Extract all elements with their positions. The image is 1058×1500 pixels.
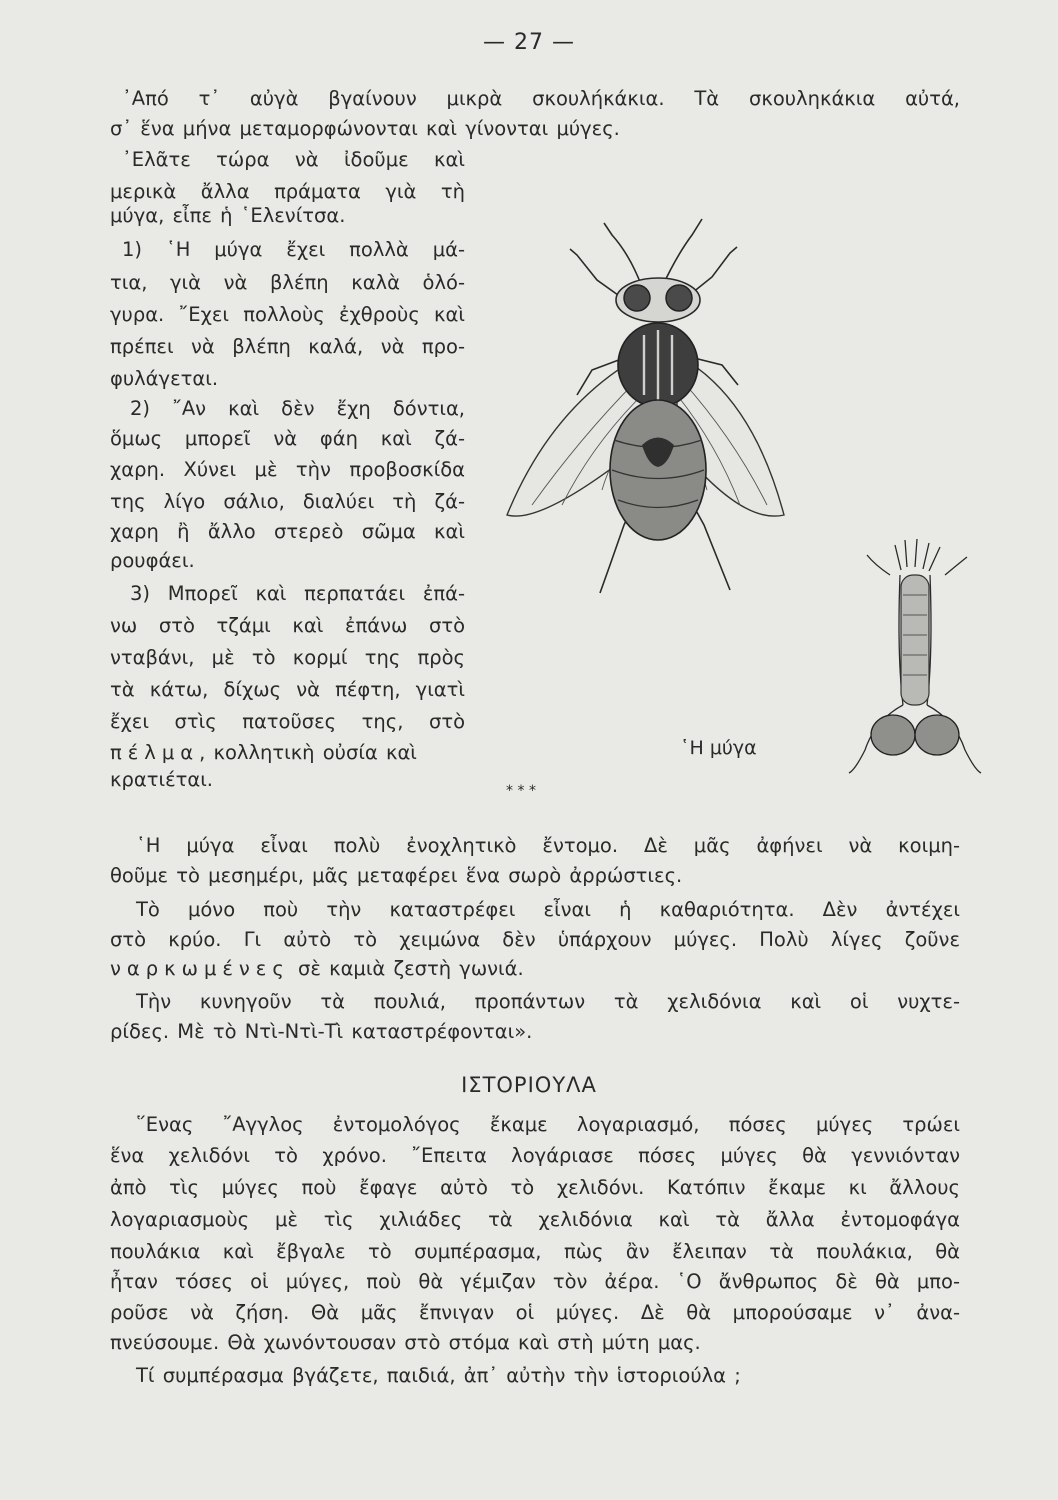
story-line-3: ἀπὸ τὶς μύγες ποὺ ἔφαγε αὐτὸ τὸ χελιδόνι. Κατόπιν ἔκαμε κι ἄλλους bbox=[110, 1176, 960, 1199]
column-line-20 bbox=[110, 740, 465, 766]
story-heading: ΙΣΤΟΡΙΟΥΛΑ bbox=[461, 1073, 597, 1097]
column-line-6: γυρα. ῎Εχει πολλοὺς ἐχθροὺς καὶ bbox=[110, 303, 465, 326]
spaced-word-narkomenes: ναρκωμένες bbox=[110, 957, 290, 980]
story-line-1: ῞Ενας ῎Αγγλος ἐντομολόγος ἔκαμε λογαριασμό, πόσες μύγες τρώει bbox=[136, 1113, 960, 1136]
fly-antenna-left bbox=[604, 223, 642, 287]
column-line-17: νταβάνι, μὲ τὸ κορμί της πρὸς bbox=[110, 646, 465, 669]
column-line-2: μερικὰ ἄλλα πράματα γιὰ τὴ bbox=[110, 180, 465, 203]
story-line-9: Τί συμπέρασμα βγάζετε, παιδιά, ἀπ᾿ αὐτὴν τὴν ἱστοριούλα ; bbox=[136, 1364, 741, 1387]
fly-eye-left bbox=[624, 285, 650, 311]
intro-line-2: σ᾿ ἕνα μήνα μεταμορφώνονται καὶ γίνονται μύγες. bbox=[110, 117, 620, 140]
fly-foot-illustration bbox=[845, 535, 985, 775]
column-line-8: φυλάγεται. bbox=[110, 367, 219, 390]
body-line-6: Τὴν κυνηγοῦν τὰ πουλιά, προπάντων τὰ χελιδόνια καὶ οἱ νυχτε- bbox=[136, 990, 960, 1013]
column-line-18: τὰ κάτω, δίχως νὰ πέφτη, γιατὶ bbox=[110, 678, 465, 701]
story-line-6: ἦταν τόσες οἱ μύγες, ποὺ θὰ γέμιζαν τὸν ἀέρα. ῾Ο ἄνθρωπος δὲ θὰ μπο- bbox=[110, 1270, 960, 1293]
column-line-5: τια, γιὰ νὰ βλέπη καλὰ ὁλό- bbox=[110, 271, 465, 294]
column-line-3: μύγα, εἶπε ἡ ῾Ελενίτσα. bbox=[110, 204, 346, 227]
separator-asterisks: * * * bbox=[506, 783, 536, 799]
column-line-10: ὅμως μπορεῖ νὰ φάη καὶ ζά- bbox=[110, 427, 465, 450]
story-line-2: ἕνα χελιδόνι τὸ χρόνο. ῎Επειτα λογάριασε πόσες μύγες θὰ γεννιόνταν bbox=[110, 1144, 960, 1167]
column-line-13: χαρη ἢ ἄλλο στερεὸ σῶμα καὶ bbox=[110, 520, 465, 543]
column-line-16: νω στὸ τζάμι καὶ ἐπάνω στὸ bbox=[110, 614, 465, 637]
column-line-20-rest: , κολλητικὴ οὐσία καὶ bbox=[199, 741, 417, 764]
body-line-2: θοῦμε τὸ μεσημέρι, μᾶς μεταφέρει ἕνα σωρὸ ἀρρώστιες. bbox=[110, 864, 683, 887]
story-line-4: λογαριασμοὺς μὲ τὶς χιλιάδες τὰ χελιδόνια καὶ τὰ ἄλλα ἐντομοφάγα bbox=[110, 1208, 960, 1231]
column-line-21: κρατιέται. bbox=[110, 768, 213, 791]
column-line-15: 3) Μπορεῖ καὶ περπατάει ἐπά- bbox=[130, 582, 465, 605]
fly-illustration bbox=[492, 205, 792, 605]
column-line-9: 2) ῎Αν καὶ δὲν ἔχη δόντια, bbox=[130, 397, 465, 420]
body-line-7: ρίδες. Μὲ τὸ Ντὶ-Ντὶ-Τὶ καταστρέφονται». bbox=[110, 1020, 533, 1043]
column-line-7: πρέπει νὰ βλέπη καλά, νὰ προ- bbox=[110, 335, 465, 358]
intro-line-1: ᾿Από τ᾿ αὐγὰ βγαίνουν μικρὰ σκουλήκάκια. Τὰ σκουληκάκια αὐτά, bbox=[122, 87, 960, 110]
story-line-5: πουλάκια καὶ ἔβγαλε τὸ συμπέρασμα, πὼς ἂν ἔλειπαν τὰ πουλάκια, θὰ bbox=[110, 1240, 960, 1263]
body-line-4: στὸ κρύο. Γι αὐτὸ τὸ χειμώνα δὲν ὑπάρχουν μύγες. Πολὺ λίγες ζοῦνε bbox=[110, 928, 960, 951]
body-line-3: Τὸ μόνο ποὺ τὴν καταστρέφει εἶναι ἡ καθαριότητα. Δὲν ἀντέχει bbox=[136, 898, 960, 921]
body-line-5 bbox=[110, 956, 960, 982]
column-line-4: 1) ῾Η μύγα ἔχει πολλὰ μά- bbox=[122, 238, 465, 261]
column-line-1: ᾿Ελᾶτε τώρα νὰ ἰδοῦμε καὶ bbox=[122, 148, 465, 171]
column-line-14: ρουφάει. bbox=[110, 549, 195, 572]
figure-caption: ῾Η μύγα bbox=[680, 737, 757, 759]
spaced-word-pelma: πέλμα bbox=[110, 741, 200, 764]
column-line-19: ἔχει στὶς πατοῦσες της, στὸ bbox=[110, 710, 465, 733]
fly-antenna-right bbox=[662, 219, 702, 287]
story-line-7: ροῦσε νὰ ζήση. Θὰ μᾶς ἔπνιγαν οἱ μύγες. Δὲ θὰ μπορούσαμε ν᾿ ἀνα- bbox=[110, 1301, 960, 1324]
fly-abdomen bbox=[610, 400, 706, 540]
story-line-8: πνεύσουμε. Θὰ χωνόντουσαν στὸ στόμα καὶ στὴ μύτη μας. bbox=[110, 1331, 701, 1354]
column-line-12: της λίγο σάλιο, διαλύει τὴ ζά- bbox=[110, 490, 465, 513]
page-number: — 27 — bbox=[483, 30, 575, 55]
fly-eye-right bbox=[666, 285, 692, 311]
body-line-5-rest: σὲ καμιὰ ζεστὴ γωνιά. bbox=[289, 957, 524, 980]
column-line-11: χαρη. Χύνει μὲ τὴν προβοσκίδα bbox=[110, 458, 465, 481]
body-line-1: ῾Η μύγα εἶναι πολὺ ἐνοχλητικὸ ἔντομο. Δὲ μᾶς ἀφήνει νὰ κοιμη- bbox=[136, 834, 960, 857]
